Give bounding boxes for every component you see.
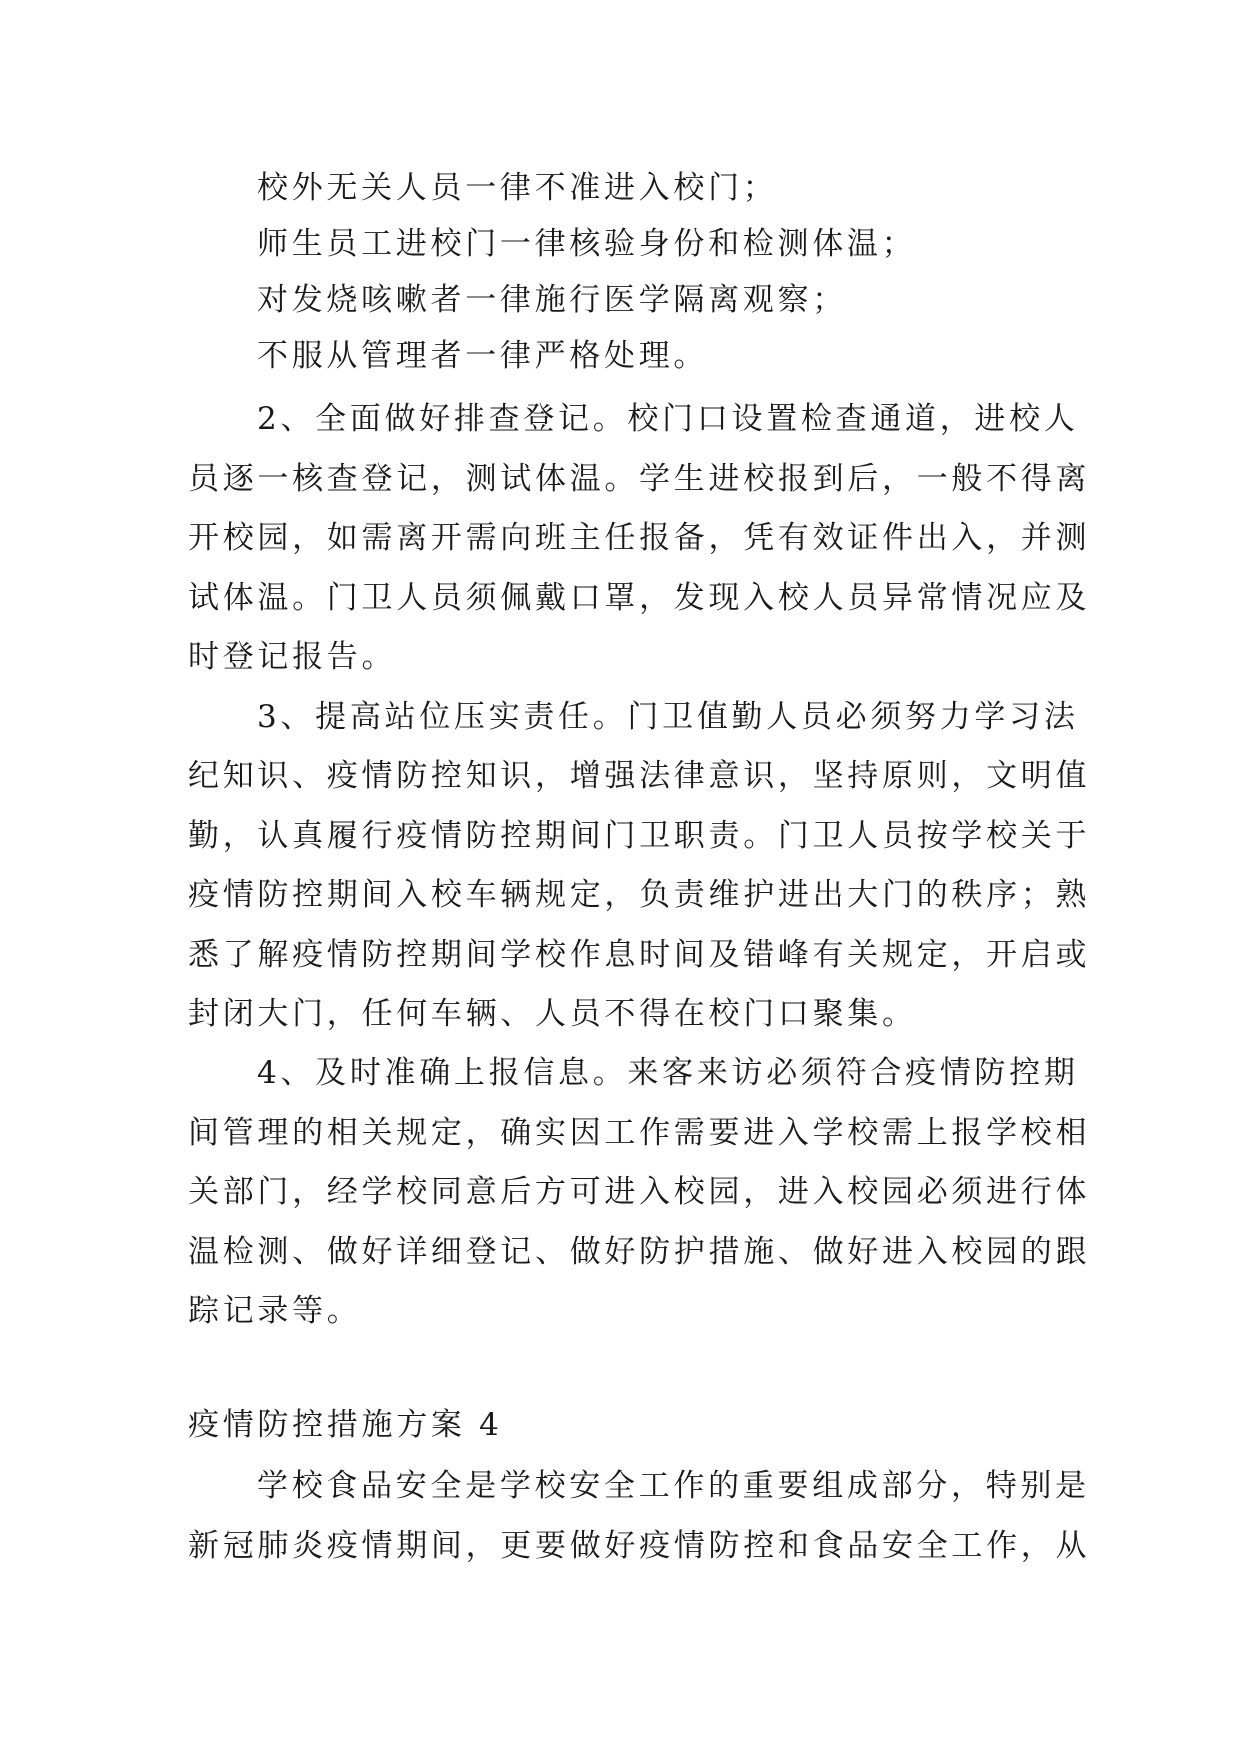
item4-line-3: 关部门，经学校同意后方可进入校园，进入校园必须进行体 <box>188 1174 1091 1210</box>
rule-line-3: 对发烧咳嗽者一律施行医学隔离观察； <box>257 282 847 318</box>
rule-line-4: 不服从管理者一律严格处理。 <box>257 338 709 374</box>
item2-line-3: 开校园，如需离开需向班主任报备，凭有效证件出入，并测 <box>188 520 1091 556</box>
item2-line-5: 时登记报告。 <box>188 639 397 675</box>
item4-line-1: 4、及时准确上报信息。来客来访必须符合疫情防控期 <box>257 1055 1079 1091</box>
section4-line-1: 学校食品安全是学校安全工作的重要组成部分，特别是 <box>257 1468 1090 1504</box>
item3-line-2: 纪知识、疫情防控知识，增强法律意识，坚持原则，文明值 <box>188 758 1091 794</box>
item3-line-4: 疫情防控期间入校车辆规定，负责维护进出大门的秩序；熟 <box>188 877 1091 913</box>
item2-line-1: 2、全面做好排查登记。校门口设置检查通道，进校人 <box>257 401 1079 437</box>
rule-line-2: 师生员工进校门一律核验身份和检测体温； <box>257 226 917 262</box>
section4-line-2: 新冠肺炎疫情期间，更要做好疫情防控和食品安全工作，从 <box>188 1528 1091 1564</box>
item3-line-1: 3、提高站位压实责任。门卫值勤人员必须努力学习法 <box>257 699 1079 735</box>
section4-title: 疫情防控措施方案 4 <box>188 1407 503 1443</box>
item3-line-6: 封闭大门，任何车辆、人员不得在校门口聚集。 <box>188 996 917 1032</box>
item2-line-4: 试体温。门卫人员须佩戴口罩，发现入校人员异常情况应及 <box>188 580 1091 616</box>
item4-line-5: 踪记录等。 <box>188 1293 362 1329</box>
item2-line-2: 员逐一核查登记，测试体温。学生进校报到后，一般不得离 <box>188 461 1091 497</box>
item4-line-2: 间管理的相关规定，确实因工作需要进入学校需上报学校相 <box>188 1115 1091 1151</box>
item3-line-5: 悉了解疫情防控期间学校作息时间及错峰有关规定，开启或 <box>188 937 1091 973</box>
rule-line-1: 校外无关人员一律不准进入校门； <box>257 170 778 206</box>
item3-line-3: 勤，认真履行疫情防控期间门卫职责。门卫人员按学校关于 <box>188 818 1091 854</box>
item4-line-4: 温检测、做好详细登记、做好防护措施、做好进入校园的跟 <box>188 1234 1091 1270</box>
